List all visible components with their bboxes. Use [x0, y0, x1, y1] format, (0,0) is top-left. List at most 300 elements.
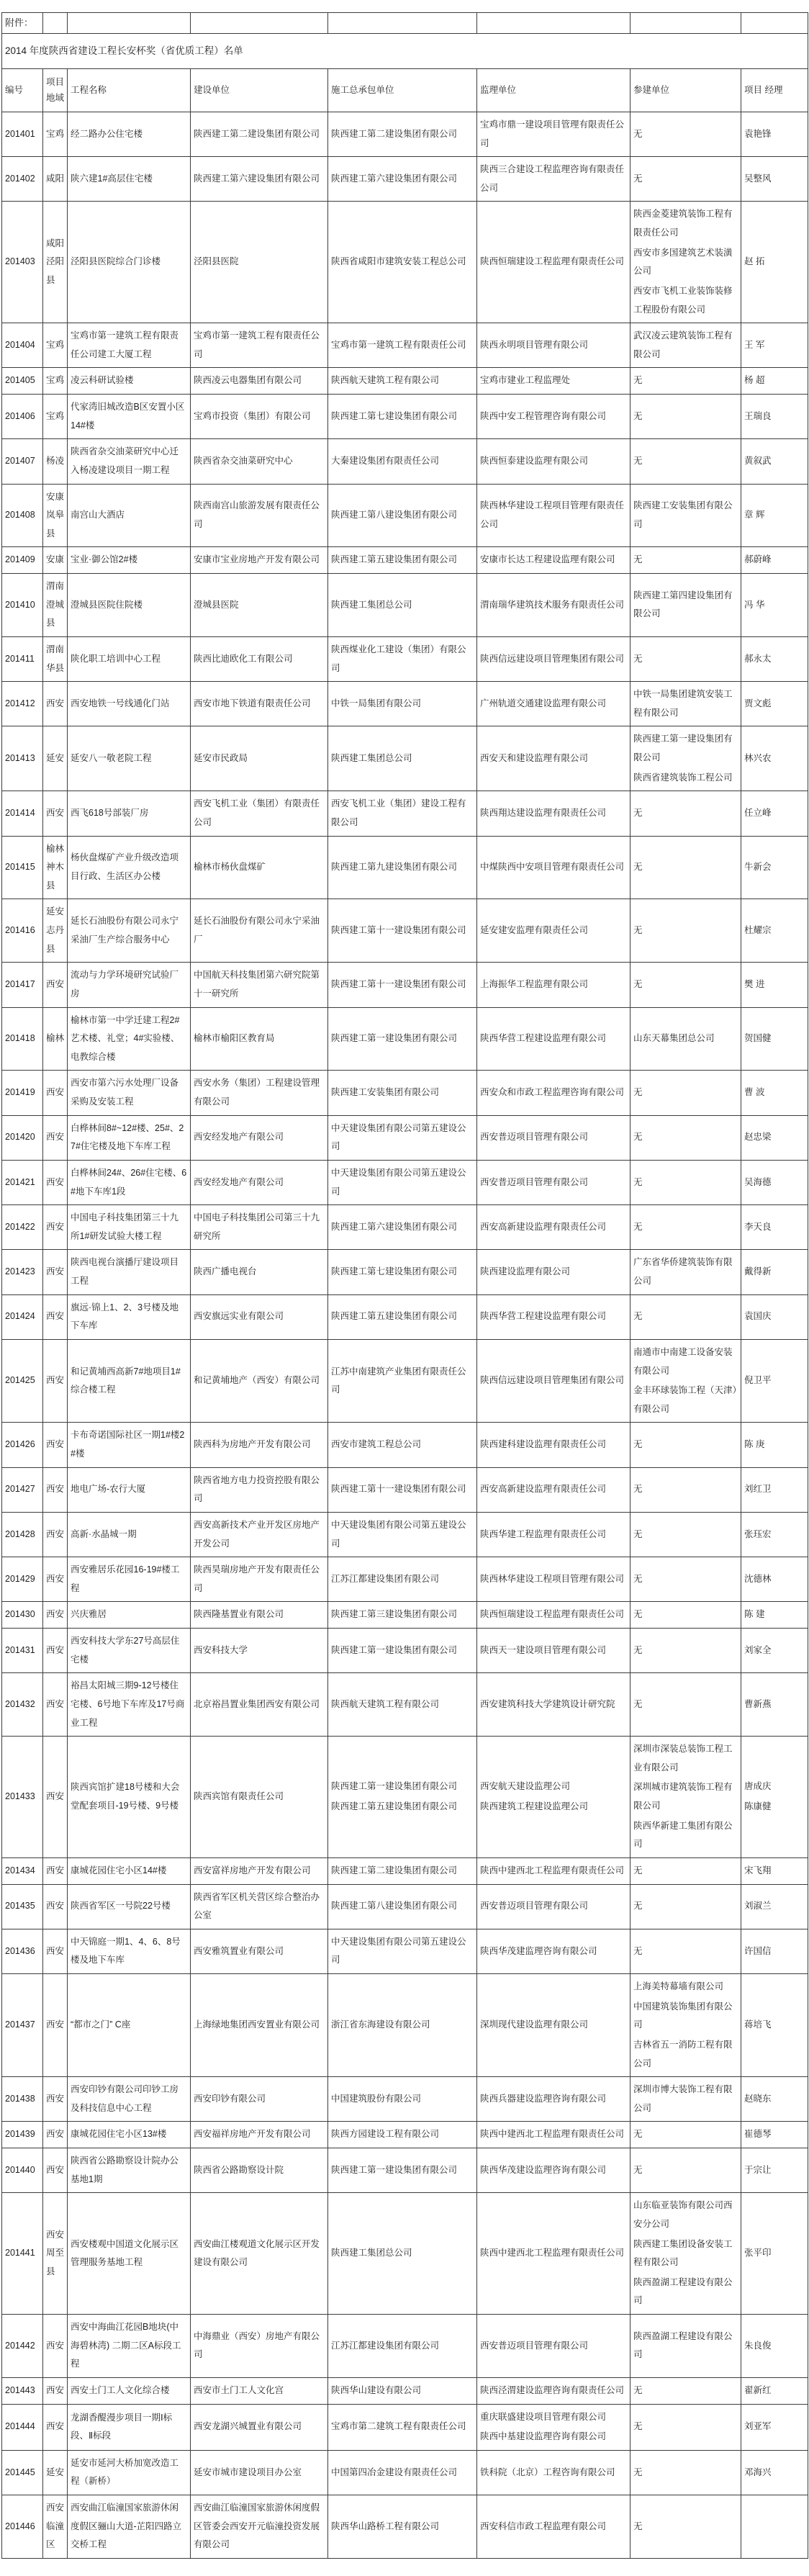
- table-row: [2, 574, 808, 637]
- cell-participants: [631, 1857, 741, 1884]
- cell-participants: [631, 1250, 741, 1294]
- cell-contractor: [328, 1929, 477, 1973]
- entity-line: 中国建筑装饰集团有限公司: [633, 2001, 733, 2030]
- cell-manager: [741, 574, 808, 637]
- cell-owner: 陕西宾馆有限责任公司: [191, 1737, 328, 1858]
- entity-line: 武汉凌云建筑装饰工程有限公司: [633, 330, 733, 359]
- cell-id: 201415: [2, 836, 43, 899]
- cell-participants: [631, 1673, 741, 1737]
- cell-participants: [631, 1007, 741, 1071]
- column-header: 工程名称: [68, 69, 191, 112]
- cell-project-name: 陕六建1#高层住宅楼: [68, 157, 191, 202]
- cell-contractor: [328, 2077, 477, 2122]
- cell-participants: [631, 1115, 741, 1160]
- entity-line: 陕西泾渭建设监理咨询有限责任公司: [480, 2384, 625, 2395]
- empty-cell: [631, 13, 741, 34]
- entity-line: 陕西华山路桥工程有限公司: [331, 2521, 440, 2531]
- cell-project-name: 和记黄埔西高新7#地项目1#综合楼工程: [68, 1339, 191, 1423]
- cell-participants: [631, 395, 741, 439]
- table-row: [2, 899, 808, 963]
- empty-cell: [328, 13, 477, 34]
- cell-id: 201445: [2, 2450, 43, 2495]
- cell-supervisor: [477, 112, 631, 156]
- cell-owner: 陕西凌云电器集团有限公司: [191, 368, 328, 395]
- cell-supervisor: [477, 2404, 631, 2450]
- cell-region: 咸阳: [43, 157, 68, 202]
- entity-line: 无: [633, 1698, 643, 1709]
- table-row: [2, 2148, 808, 2193]
- cell-id: 201419: [2, 1071, 43, 1115]
- table-row: [2, 2495, 808, 2559]
- attachment-label: 附件：: [2, 13, 43, 34]
- cell-id: 201409: [2, 547, 43, 574]
- cell-participants: [631, 636, 741, 681]
- cell-supervisor: [477, 1974, 631, 2077]
- cell-contractor: [328, 202, 477, 323]
- cell-owner: 西安市土门工人文化宫: [191, 2377, 328, 2404]
- entity-line: 陕西翔达建设监理有限责任公司: [480, 808, 607, 819]
- cell-id: 201429: [2, 1557, 43, 1602]
- table-row: [2, 2193, 808, 2315]
- cell-supervisor: [477, 1857, 631, 1884]
- entity-line: 倪卫平: [744, 1375, 772, 1386]
- column-header: 施工总承包单位: [328, 69, 477, 112]
- entity-line: 上海振华工程监理有限公司: [480, 979, 589, 990]
- cell-region: 延安: [43, 2450, 68, 2495]
- cell-owner: 北京裕昌置业集团西安有限公司: [191, 1673, 328, 1737]
- entity-line: 许国信: [744, 1945, 772, 1956]
- cell-contractor: [328, 547, 477, 574]
- entity-line: 陕西建工第七建设集团有限公司: [331, 1266, 458, 1277]
- column-header: 参建单位: [631, 69, 741, 112]
- cell-owner: 西安龙湖兴城置业有限公司: [191, 2404, 328, 2450]
- cell-region: 西安: [43, 1294, 68, 1339]
- table-row: [2, 2122, 808, 2148]
- entity-line: 陕西中基建设监理咨询有限公司: [480, 2431, 607, 2442]
- cell-participants: [631, 112, 741, 156]
- cell-supervisor: [477, 1294, 631, 1339]
- entity-line: 广州轨道交通建设监理有限公司: [480, 698, 607, 708]
- entity-line: 郝蔚峰: [744, 554, 772, 565]
- entity-line: 陕西建工安装集团有限公司: [331, 1087, 440, 1098]
- cell-owner: 西安经发地产有限公司: [191, 1115, 328, 1160]
- cell-participants: [631, 1629, 741, 1673]
- cell-project-name: 经二路办公住宅楼: [68, 112, 191, 156]
- cell-region: 宝鸡: [43, 323, 68, 368]
- cell-contractor: [328, 1115, 477, 1160]
- cell-supervisor: [477, 395, 631, 439]
- cell-id: 201421: [2, 1160, 43, 1204]
- entity-line: 无: [633, 173, 643, 184]
- table-row: [2, 1512, 808, 1557]
- cell-region: 西安: [43, 1339, 68, 1423]
- entity-line: 陕西建工集团总公司: [331, 599, 412, 610]
- cell-contractor: [328, 1467, 477, 1512]
- column-header: 编号: [2, 69, 43, 112]
- cell-supervisor: [477, 1339, 631, 1423]
- table-row: [2, 2377, 808, 2404]
- cell-manager: [741, 2122, 808, 2148]
- table-row: [2, 323, 808, 368]
- cell-project-name: 裕昌太阳城三期9-12号楼住宅楼、6号地下车库及17号商业工程: [68, 1673, 191, 1737]
- cell-contractor: [328, 1602, 477, 1629]
- entity-line: 无: [633, 653, 643, 664]
- entity-line: 无: [633, 1087, 643, 1098]
- entity-line: 陕西建工集团总公司: [331, 2248, 412, 2258]
- entity-line: 朱良俊: [744, 2340, 772, 2351]
- cell-manager: [741, 1512, 808, 1557]
- cell-supervisor: [477, 2122, 631, 2148]
- cell-participants: [631, 157, 741, 202]
- entity-line: 西安普迈项目管理有限公司: [480, 1176, 589, 1187]
- table-row: [2, 395, 808, 439]
- empty-cell: [741, 13, 808, 34]
- entity-line: 中天建设集团有限公司第五建设公司: [331, 1122, 466, 1152]
- table-row: [2, 1160, 808, 1204]
- cell-region: 宝鸡: [43, 395, 68, 439]
- cell-participants: [631, 2495, 741, 2559]
- entity-line: 陕西恒瑞建设工程监理有限责任公司: [480, 1609, 625, 1620]
- cell-manager: [741, 1602, 808, 1629]
- cell-contractor: [328, 2404, 477, 2450]
- entity-line: 刘亚军: [744, 2421, 772, 2432]
- entity-line: 陕西建工第六建设集团有限公司: [331, 1221, 458, 1232]
- cell-owner: 西安市地下铁道有限责任公司: [191, 682, 328, 726]
- cell-manager: [741, 1467, 808, 1512]
- entity-line: 无: [633, 128, 643, 139]
- cell-contractor: [328, 1857, 477, 1884]
- cell-manager: [741, 836, 808, 899]
- cell-owner: 陕西省军区机关营区综合整治办公室: [191, 1884, 328, 1929]
- cell-supervisor: [477, 963, 631, 1007]
- cell-participants: [631, 574, 741, 637]
- entity-line: 西安普迈项目管理有限公司: [480, 2340, 589, 2351]
- cell-supervisor: [477, 439, 631, 484]
- cell-id: 201420: [2, 1115, 43, 1160]
- cell-owner: 西安经发地产有限公司: [191, 1160, 328, 1204]
- entity-line: 赵晓东: [744, 2093, 772, 2104]
- cell-region: 西安: [43, 1071, 68, 1115]
- cell-participants: [631, 1071, 741, 1115]
- entity-line: 无: [633, 1439, 643, 1450]
- cell-participants: [631, 1423, 741, 1467]
- cell-project-name: 中天锦庭一期1、4、6、8号楼及地下车库: [68, 1929, 191, 1973]
- cell-supervisor: [477, 1007, 631, 1071]
- table-row: [2, 636, 808, 681]
- cell-id: 201408: [2, 484, 43, 547]
- cell-participants: [631, 1205, 741, 1250]
- entity-line: 山东天幕集团总公司: [633, 1033, 715, 1044]
- cell-manager: [741, 323, 808, 368]
- cell-contractor: [328, 323, 477, 368]
- entity-line: 陕西建工集团总公司: [331, 753, 412, 764]
- entity-line: 江苏江都建设集团有限公司: [331, 2340, 440, 2351]
- cell-region: 西安: [43, 2148, 68, 2193]
- cell-project-name: 宝业·御公馆2#楼: [68, 547, 191, 574]
- cell-project-name: 南宫山大酒店: [68, 484, 191, 547]
- cell-project-name: 地电广场-农行大厦: [68, 1467, 191, 1512]
- table-row: [2, 1857, 808, 1884]
- cell-manager: [741, 682, 808, 726]
- entity-line: 中国第四冶金建设有限责任公司: [331, 2467, 458, 2477]
- column-header: 建设单位: [191, 69, 328, 112]
- entity-line: 西安高新建设监理有限责任公司: [480, 1221, 607, 1232]
- entity-line: 陕西盈湖工程建设有限公司: [633, 2276, 733, 2306]
- cell-manager: [741, 1115, 808, 1160]
- entity-line: 张平印: [744, 2248, 772, 2258]
- entity-line: 陕西金菱建筑装饰工程有限责任公司: [633, 209, 733, 238]
- cell-manager: [741, 1557, 808, 1602]
- cell-supervisor: [477, 1673, 631, 1737]
- cell-project-name: 康城花园住宅小区14#楼: [68, 1857, 191, 1884]
- cell-region: 西安: [43, 2404, 68, 2450]
- cell-owner: 西安科技大学: [191, 1629, 328, 1673]
- cell-region: 西安: [43, 1160, 68, 1204]
- cell-project-name: 陕化职工培训中心工程: [68, 636, 191, 681]
- cell-manager: [741, 1294, 808, 1339]
- cell-contractor: [328, 2148, 477, 2193]
- entity-line: 陕西华营工程建设监理有限公司: [480, 1033, 607, 1044]
- entity-line: 广东省华侨建筑装饰有限公司: [633, 1257, 733, 1287]
- entity-line: 陕西建工第十一建设集团有限公司: [331, 979, 466, 990]
- cell-project-name: 白桦林间8#~12#楼、25#、27#住宅楼及地下车库工程: [68, 1115, 191, 1160]
- cell-contractor: [328, 2495, 477, 2559]
- cell-contractor: [328, 1294, 477, 1339]
- cell-owner: 西安水务（集团）工程建设管理有限公司: [191, 1071, 328, 1115]
- cell-id: 201417: [2, 963, 43, 1007]
- cell-supervisor: [477, 636, 631, 681]
- cell-project-name: 榆林市第一中学迁建工程2#艺术楼、礼堂；4#实验楼、电教综合楼: [68, 1007, 191, 1071]
- entity-line: 陕西华新建工集团有限公司: [633, 1820, 733, 1850]
- table-row: [2, 1339, 808, 1423]
- cell-supervisor: [477, 1423, 631, 1467]
- cell-contractor: [328, 395, 477, 439]
- cell-project-name: 陕西省军区一号院22号楼: [68, 1884, 191, 1929]
- entity-line: 陕西华山建设有限公司: [331, 2384, 422, 2395]
- cell-participants: [631, 2404, 741, 2450]
- cell-id: 201436: [2, 1929, 43, 1973]
- cell-participants: [631, 2122, 741, 2148]
- cell-contractor: [328, 636, 477, 681]
- cell-project-name: 凌云科研试验楼: [68, 368, 191, 395]
- entity-line: 陕西中建西北工程监理有限责任公司: [480, 2248, 625, 2258]
- cell-region: 渭南华县: [43, 636, 68, 681]
- cell-participants: [631, 1884, 741, 1929]
- cell-project-name: 卡布奇诺国际社区一期1#楼2#楼: [68, 1423, 191, 1467]
- entity-line: 中煤陕西中安项目管理有限责任公司: [480, 862, 625, 873]
- cell-project-name: 代家湾旧城改造B区安置小区14#楼: [68, 395, 191, 439]
- table-row: [2, 112, 808, 156]
- cell-owner: 宝鸡市第一建筑工程有限责任公司: [191, 323, 328, 368]
- table-row: [2, 1929, 808, 1973]
- table-row: [2, 1115, 808, 1160]
- table-body: [2, 13, 808, 2559]
- entity-line: 无: [633, 2421, 643, 2432]
- cell-supervisor: [477, 2077, 631, 2122]
- entity-line: 蒋培飞: [744, 2019, 772, 2030]
- cell-participants: [631, 2315, 741, 2378]
- cell-manager: [741, 963, 808, 1007]
- cell-participants: [631, 1339, 741, 1423]
- cell-project-name: 杨伙盘煤矿产业升级改造项目行政、生活区办公楼: [68, 836, 191, 899]
- table-row: [2, 439, 808, 484]
- cell-manager: [741, 1160, 808, 1204]
- cell-supervisor: [477, 899, 631, 963]
- cell-owner: 中国电子科技集团公司第三十九研究所: [191, 1205, 328, 1250]
- table-row: [2, 1974, 808, 2077]
- cell-owner: 中海鼎业（西安）房地产有限公司: [191, 2315, 328, 2378]
- entity-line: 延安建安监理有限责任公司: [480, 925, 589, 936]
- entity-line: 陕西兵器建设监理咨询有限公司: [480, 2093, 607, 2104]
- cell-id: 201442: [2, 2315, 43, 2378]
- entity-line: 翟新红: [744, 2384, 772, 2395]
- entity-line: 中天建设集团有限公司第五建设公司: [331, 1936, 466, 1965]
- cell-supervisor: [477, 1160, 631, 1204]
- table-row: [2, 1205, 808, 1250]
- table-row: [2, 836, 808, 899]
- entity-line: 无: [633, 2384, 643, 2395]
- cell-manager: [741, 791, 808, 836]
- cell-manager: [741, 899, 808, 963]
- entity-line: 西安科信市政工程监理有限公司: [480, 2521, 607, 2531]
- cell-owner: 西安雅筑置业有限公司: [191, 1929, 328, 1973]
- entity-line: 杨 超: [744, 375, 765, 386]
- cell-supervisor: [477, 1557, 631, 1602]
- cell-owner: 陕西省地方电力投资控股有限公司: [191, 1467, 328, 1512]
- cell-id: 201427: [2, 1467, 43, 1512]
- cell-manager: [741, 1857, 808, 1884]
- entity-line: 陕西信远建设项目管理集团有限公司: [480, 653, 625, 664]
- cell-supervisor: [477, 1250, 631, 1294]
- cell-owner: 西安曲江临潼国家旅游休闲度假区管委会西安开元临潼投资发展有限公司: [191, 2495, 328, 2559]
- cell-contractor: [328, 1071, 477, 1115]
- cell-participants: [631, 323, 741, 368]
- cell-participants: [631, 2148, 741, 2193]
- cell-region: 渭南澄城县: [43, 574, 68, 637]
- cell-id: 201413: [2, 726, 43, 791]
- cell-region: 西安: [43, 1673, 68, 1737]
- cell-region: 西安: [43, 1205, 68, 1250]
- cell-manager: [741, 726, 808, 791]
- cell-owner: 陕西建工第二建设集团有限公司: [191, 112, 328, 156]
- entity-line: 林兴农: [744, 753, 772, 764]
- cell-manager: [741, 368, 808, 395]
- entity-line: 陕西省咸阳市建筑安装工程总公司: [331, 256, 466, 267]
- cell-owner: 陕西科为房地产开发有限公司: [191, 1423, 328, 1467]
- cell-region: 延安: [43, 726, 68, 791]
- cell-project-name: 西安地铁一号线通化门站: [68, 682, 191, 726]
- entity-line: 西安天和建设监理有限公司: [480, 753, 589, 764]
- cell-participants: [631, 682, 741, 726]
- cell-owner: 西安印钞有限公司: [191, 2077, 328, 2122]
- entity-line: 西安航天建设监理公司: [480, 1781, 571, 1792]
- cell-project-name: 西安曲江临潼国家旅游休闲度假区骊山大道-芷阳四路立交桥工程: [68, 2495, 191, 2559]
- cell-supervisor: [477, 202, 631, 323]
- cell-manager: [741, 1071, 808, 1115]
- cell-contractor: [328, 1884, 477, 1929]
- cell-contractor: [328, 1974, 477, 2077]
- empty-cell: [191, 13, 328, 34]
- entity-line: 无: [633, 410, 643, 421]
- cell-manager: [741, 1007, 808, 1071]
- entity-line: 陕西建工第十一建设集团有限公司: [331, 925, 466, 936]
- entity-line: 无: [633, 862, 643, 873]
- entity-line: 刘红卫: [744, 1484, 772, 1495]
- entity-line: 陕西建工第四建设集团有限公司: [633, 590, 733, 619]
- table-row: [2, 2077, 808, 2122]
- cell-id: 201402: [2, 157, 43, 202]
- cell-id: 201439: [2, 2122, 43, 2148]
- cell-manager: [741, 1339, 808, 1423]
- entity-line: 中铁一局集团建筑安装工程有限公司: [633, 689, 733, 718]
- entity-line: 江苏中南建筑产业集团有限责任公司: [331, 1366, 466, 1395]
- entity-line: 陕西华茂建监理咨询有限公司: [480, 1945, 597, 1956]
- award-table: [1, 12, 808, 2559]
- entity-line: 吴海德: [744, 1176, 772, 1187]
- entity-line: 深圳城市建筑装饰工程有限公司: [633, 1782, 733, 1811]
- cell-id: 201401: [2, 112, 43, 156]
- entity-line: 上海美特幕墙有限公司: [633, 1981, 724, 1992]
- cell-region: 西安: [43, 1929, 68, 1973]
- cell-id: 201407: [2, 439, 43, 484]
- cell-id: 201416: [2, 899, 43, 963]
- entity-line: 陕西建工第五建设集团有限公司: [331, 1801, 458, 1812]
- cell-supervisor: [477, 2315, 631, 2378]
- entity-line: 陕西华建工程监理有限责任公司: [480, 1528, 607, 1539]
- entity-line: 陕西建工第十一建设集团有限公司: [331, 1484, 466, 1495]
- cell-id: 201418: [2, 1007, 43, 1071]
- entity-line: 无: [633, 2467, 643, 2477]
- cell-manager: [741, 1673, 808, 1737]
- entity-line: 黄叙武: [744, 456, 772, 467]
- cell-project-name: 高新·水晶城一期: [68, 1512, 191, 1557]
- entity-line: 陕西建筑工程建设监理公司: [480, 1801, 589, 1812]
- cell-supervisor: [477, 1115, 631, 1160]
- cell-project-name: 澄城县医院住院楼: [68, 574, 191, 637]
- cell-manager: [741, 484, 808, 547]
- cell-project-name: “都市之门” C座: [68, 1974, 191, 2077]
- cell-project-name: 延长石油股份有限公司永宁采油厂生产综合服务中心: [68, 899, 191, 963]
- cell-participants: [631, 963, 741, 1007]
- entity-line: 牛新会: [744, 862, 772, 873]
- entity-line: 章 辉: [744, 510, 765, 521]
- cell-id: 201443: [2, 2377, 43, 2404]
- cell-project-name: 西安印钞有限公司印钞工房及科技信息中心工程: [68, 2077, 191, 2122]
- cell-supervisor: [477, 1737, 631, 1858]
- cell-manager: [741, 2404, 808, 2450]
- cell-id: 201412: [2, 682, 43, 726]
- cell-participants: [631, 484, 741, 547]
- cell-owner: 陕西省杂交油菜研究中心: [191, 439, 328, 484]
- cell-region: 西安周至县: [43, 2193, 68, 2315]
- cell-supervisor: [477, 2193, 631, 2315]
- cell-supervisor: [477, 2495, 631, 2559]
- cell-project-name: 陕西电视台演播厅建设项目工程: [68, 1250, 191, 1294]
- cell-region: 西安: [43, 2377, 68, 2404]
- cell-manager: [741, 2315, 808, 2378]
- entity-line: 赵 拓: [744, 256, 765, 267]
- entity-line: 陕西盈湖工程建设有限公司: [633, 2330, 733, 2360]
- cell-participants: [631, 202, 741, 323]
- entity-line: 曹新燕: [744, 1698, 772, 1709]
- cell-owner: 西安曲江楼观道文化展示区开发建设有限公司: [191, 2193, 328, 2315]
- cell-id: 201403: [2, 202, 43, 323]
- empty-cell: [477, 13, 631, 34]
- cell-id: 201433: [2, 1737, 43, 1858]
- title-row: [2, 33, 808, 69]
- cell-participants: [631, 547, 741, 574]
- cell-region: 西安: [43, 2122, 68, 2148]
